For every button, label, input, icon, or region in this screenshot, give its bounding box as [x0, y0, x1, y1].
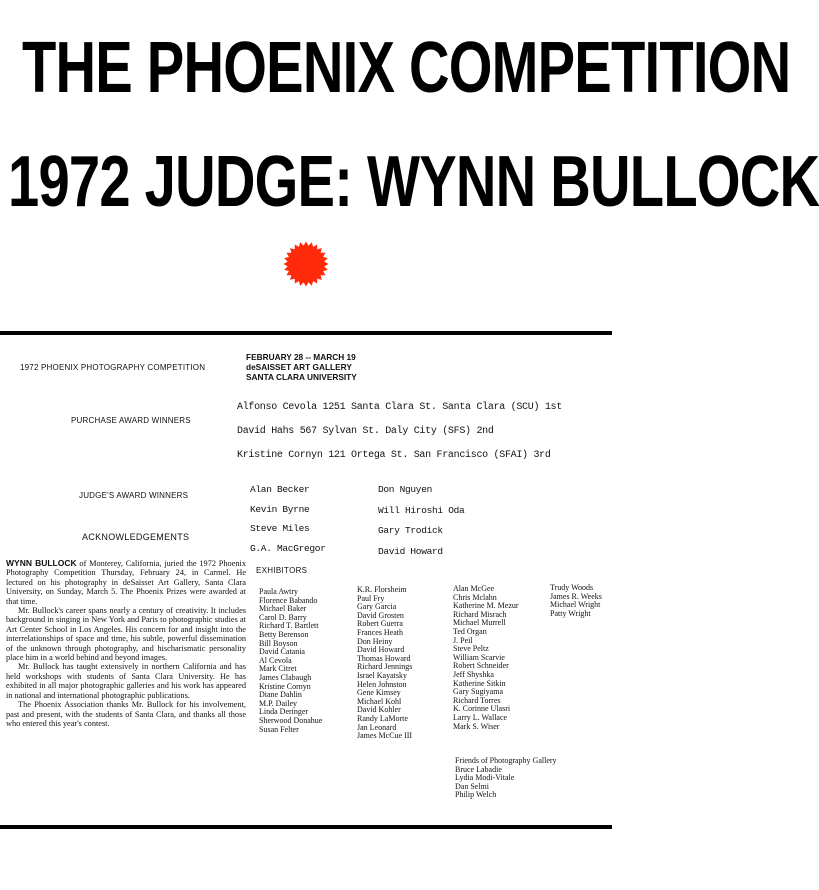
list-item: Gary Sugiyama: [453, 687, 503, 697]
list-item: Jeff Shyshka: [453, 669, 494, 679]
list-item: Carol D. Barry: [259, 612, 307, 622]
list-item: James R. Weeks: [550, 591, 602, 601]
exhibitors-col-1: [259, 588, 322, 734]
list-item: Chris Mclahn: [453, 592, 497, 602]
list-item: Paul Fry: [357, 593, 385, 603]
list-item: David Howard: [357, 645, 405, 655]
judges-award-list-col1: [250, 480, 326, 558]
list-item: Michael Kohl: [357, 696, 402, 706]
list-item: G.A. MacGregor: [250, 542, 326, 554]
competition-label: 1972 PHOENIX PHOTOGRAPHY COMPETITION: [20, 363, 206, 372]
list-item: Robert Schneider: [453, 661, 509, 671]
list-item: Trudy Woods: [550, 583, 594, 592]
seal-shape: [284, 242, 329, 287]
list-item: Diane Dahlin: [259, 690, 302, 700]
list-item: Kristine Cornyn: [259, 681, 311, 691]
exhibitors-col-3: [453, 585, 519, 731]
venue-gallery: deSAISSET ART GALLERY: [246, 362, 352, 372]
list-item: Frances Heath: [357, 627, 403, 637]
exhibitors-col-2: [357, 586, 412, 741]
list-item: Steve Peltz: [453, 644, 489, 654]
list-item: Helen Johnston: [357, 679, 407, 689]
exhibitors-col-4: [550, 584, 602, 618]
list-item: Don Nguyen: [378, 484, 433, 495]
list-item: Katherine Sitkin: [453, 678, 506, 688]
list-item: K. Corinne Ulasri: [453, 704, 511, 714]
headline-line-2: 1972 JUDGE: WYNN BULLOCK: [8, 142, 819, 222]
list-item: Michael Wright: [550, 600, 601, 610]
acknowledgements-paragraph-3: Mr. Bullock has taught extensively in northern California and has held workshops with students of Santa Clara University. He has exhibited in all major photographic galleries and his work has appeared in national and international photographic publications.: [6, 662, 246, 700]
venue-block: [246, 352, 357, 382]
acknowledgements-paragraph-2: Mr. Bullock's career spans nearly a century of creativity. It includes background in singing in New York and Paris to photographic studies at Art Center School in Los Angeles. His concern for and insight into the interrelationships of space and time, his subtle, powerful dissemination of the unknown through photography, and hischarismatic personality place him in a world behind and beyond images.: [6, 606, 246, 663]
list-item: David Howard: [378, 545, 443, 557]
list-item: Mark Citret: [259, 664, 297, 674]
purchase-awards-label: PURCHASE AWARD WINNERS: [71, 416, 191, 425]
list-item: Steve Miles: [250, 523, 310, 534]
acknowledgements-paragraph-1: [6, 559, 246, 606]
list-item: Gary Trodick: [378, 525, 443, 536]
list-item: Katherine M. Mezur: [453, 601, 519, 611]
list-item: Thomas Howard: [357, 653, 411, 663]
acknowledgements-paragraph-4: The Phoenix Association thanks Mr. Bullock for his involvement, past and present, with the students of Santa Clara, and thanks all those who entered this year's contest.: [6, 700, 246, 728]
list-item: Will Hiroshi Oda: [378, 504, 465, 516]
list-item: Richard Jennings: [357, 662, 413, 672]
list-item: Robert Guerra: [357, 619, 403, 629]
list-item: Susan Felter: [259, 724, 299, 734]
list-item: Mark S. Wiser: [453, 721, 500, 731]
purchase-winner-2: David Hahs 567 Sylvan St. Daly City (SFS) 2nd: [237, 426, 494, 437]
list-item: Randy LaMorte: [357, 713, 408, 723]
list-item: David Kohler: [357, 705, 401, 715]
list-item: Linda Deringer: [259, 707, 309, 717]
list-item: Alan McGee: [453, 584, 495, 593]
venue-dates: FEBRUARY 28 -- MARCH 19: [246, 352, 356, 362]
list-item: Dan Selmi: [455, 781, 489, 791]
list-item: David Catania: [259, 647, 305, 657]
list-item: James Clabaugh: [259, 672, 312, 682]
paragraph-text: of Monterey, California, juried the 1972 Phoenix Photography Competition Thursday, February 24, in Carmel. He lectured on his photography in deSaisset Art Gallery, Santa Clara University, on Sunday, March 5. The Phoenix Prizes were awarded at that time.: [6, 559, 246, 606]
list-item: Sherwood Donahue: [259, 715, 323, 725]
list-item: Michael Baker: [259, 604, 307, 614]
exhibitors-heading: EXHIBITORS: [256, 566, 308, 575]
list-item: James McCue III: [357, 731, 413, 741]
list-item: Patty Wright: [550, 608, 591, 618]
list-item: Michael Murrell: [453, 618, 506, 628]
list-item: Paula Awtry: [259, 587, 299, 596]
list-item: J. Peil: [453, 635, 473, 645]
top-rule: [0, 331, 612, 335]
list-item: Gene Kimsey: [357, 688, 401, 698]
acknowledgements-heading: ACKNOWLEDGEMENTS: [82, 532, 190, 542]
friends-list: [455, 757, 557, 800]
list-item: K.R. Florsheim: [357, 585, 407, 594]
list-item: Al Cevola: [259, 655, 292, 665]
list-item: M.P. Dailey: [259, 698, 297, 708]
list-item: Friends of Photography Gallery: [455, 756, 557, 765]
bottom-rule: [0, 825, 612, 829]
purchase-winner-1: Alfonso Cevola 1251 Santa Clara St. Santa Clara (SCU) 1st: [237, 402, 562, 413]
judges-award-list-col2: [378, 480, 464, 562]
list-item: Don Heiny: [357, 636, 393, 646]
list-item: Florence Babando: [259, 595, 318, 605]
lead-name: WYNN BULLOCK: [6, 558, 77, 568]
venue-university: SANTA CLARA UNIVERSITY: [246, 372, 357, 382]
list-item: Philip Welch: [455, 790, 497, 800]
list-item: Larry L. Wallace: [453, 712, 508, 722]
list-item: Kevin Byrne: [250, 503, 310, 515]
headline-line-1: THE PHOENIX COMPETITION: [22, 28, 791, 108]
list-item: Jan Leonard: [357, 722, 397, 732]
list-item: William Scarvie: [453, 652, 505, 662]
list-item: Richard T. Bartlett: [259, 621, 319, 631]
list-item: David Grosten: [357, 610, 404, 620]
list-item: Bill Boyson: [259, 638, 298, 648]
judges-awards-label: JUDGE'S AWARD WINNERS: [79, 491, 189, 500]
list-item: Gary Garcia: [357, 602, 397, 612]
list-item: Lydia Modi-Vitale: [455, 773, 515, 783]
list-item: Richard Misrach: [453, 609, 507, 619]
purchase-winner-3: Kristine Cornyn 121 Ortega St. San Francisco (SFAI) 3rd: [237, 450, 551, 461]
list-item: Bruce Labadie: [455, 764, 502, 774]
list-item: Israel Kayatsky: [357, 670, 407, 680]
list-item: Ted Organ: [453, 626, 487, 636]
list-item: Betty Berenson: [259, 629, 309, 639]
acknowledgements-text: [6, 559, 246, 728]
list-item: Richard Torres: [453, 695, 501, 705]
red-starburst-seal-icon: [283, 241, 329, 287]
list-item: Alan Becker: [250, 484, 310, 495]
